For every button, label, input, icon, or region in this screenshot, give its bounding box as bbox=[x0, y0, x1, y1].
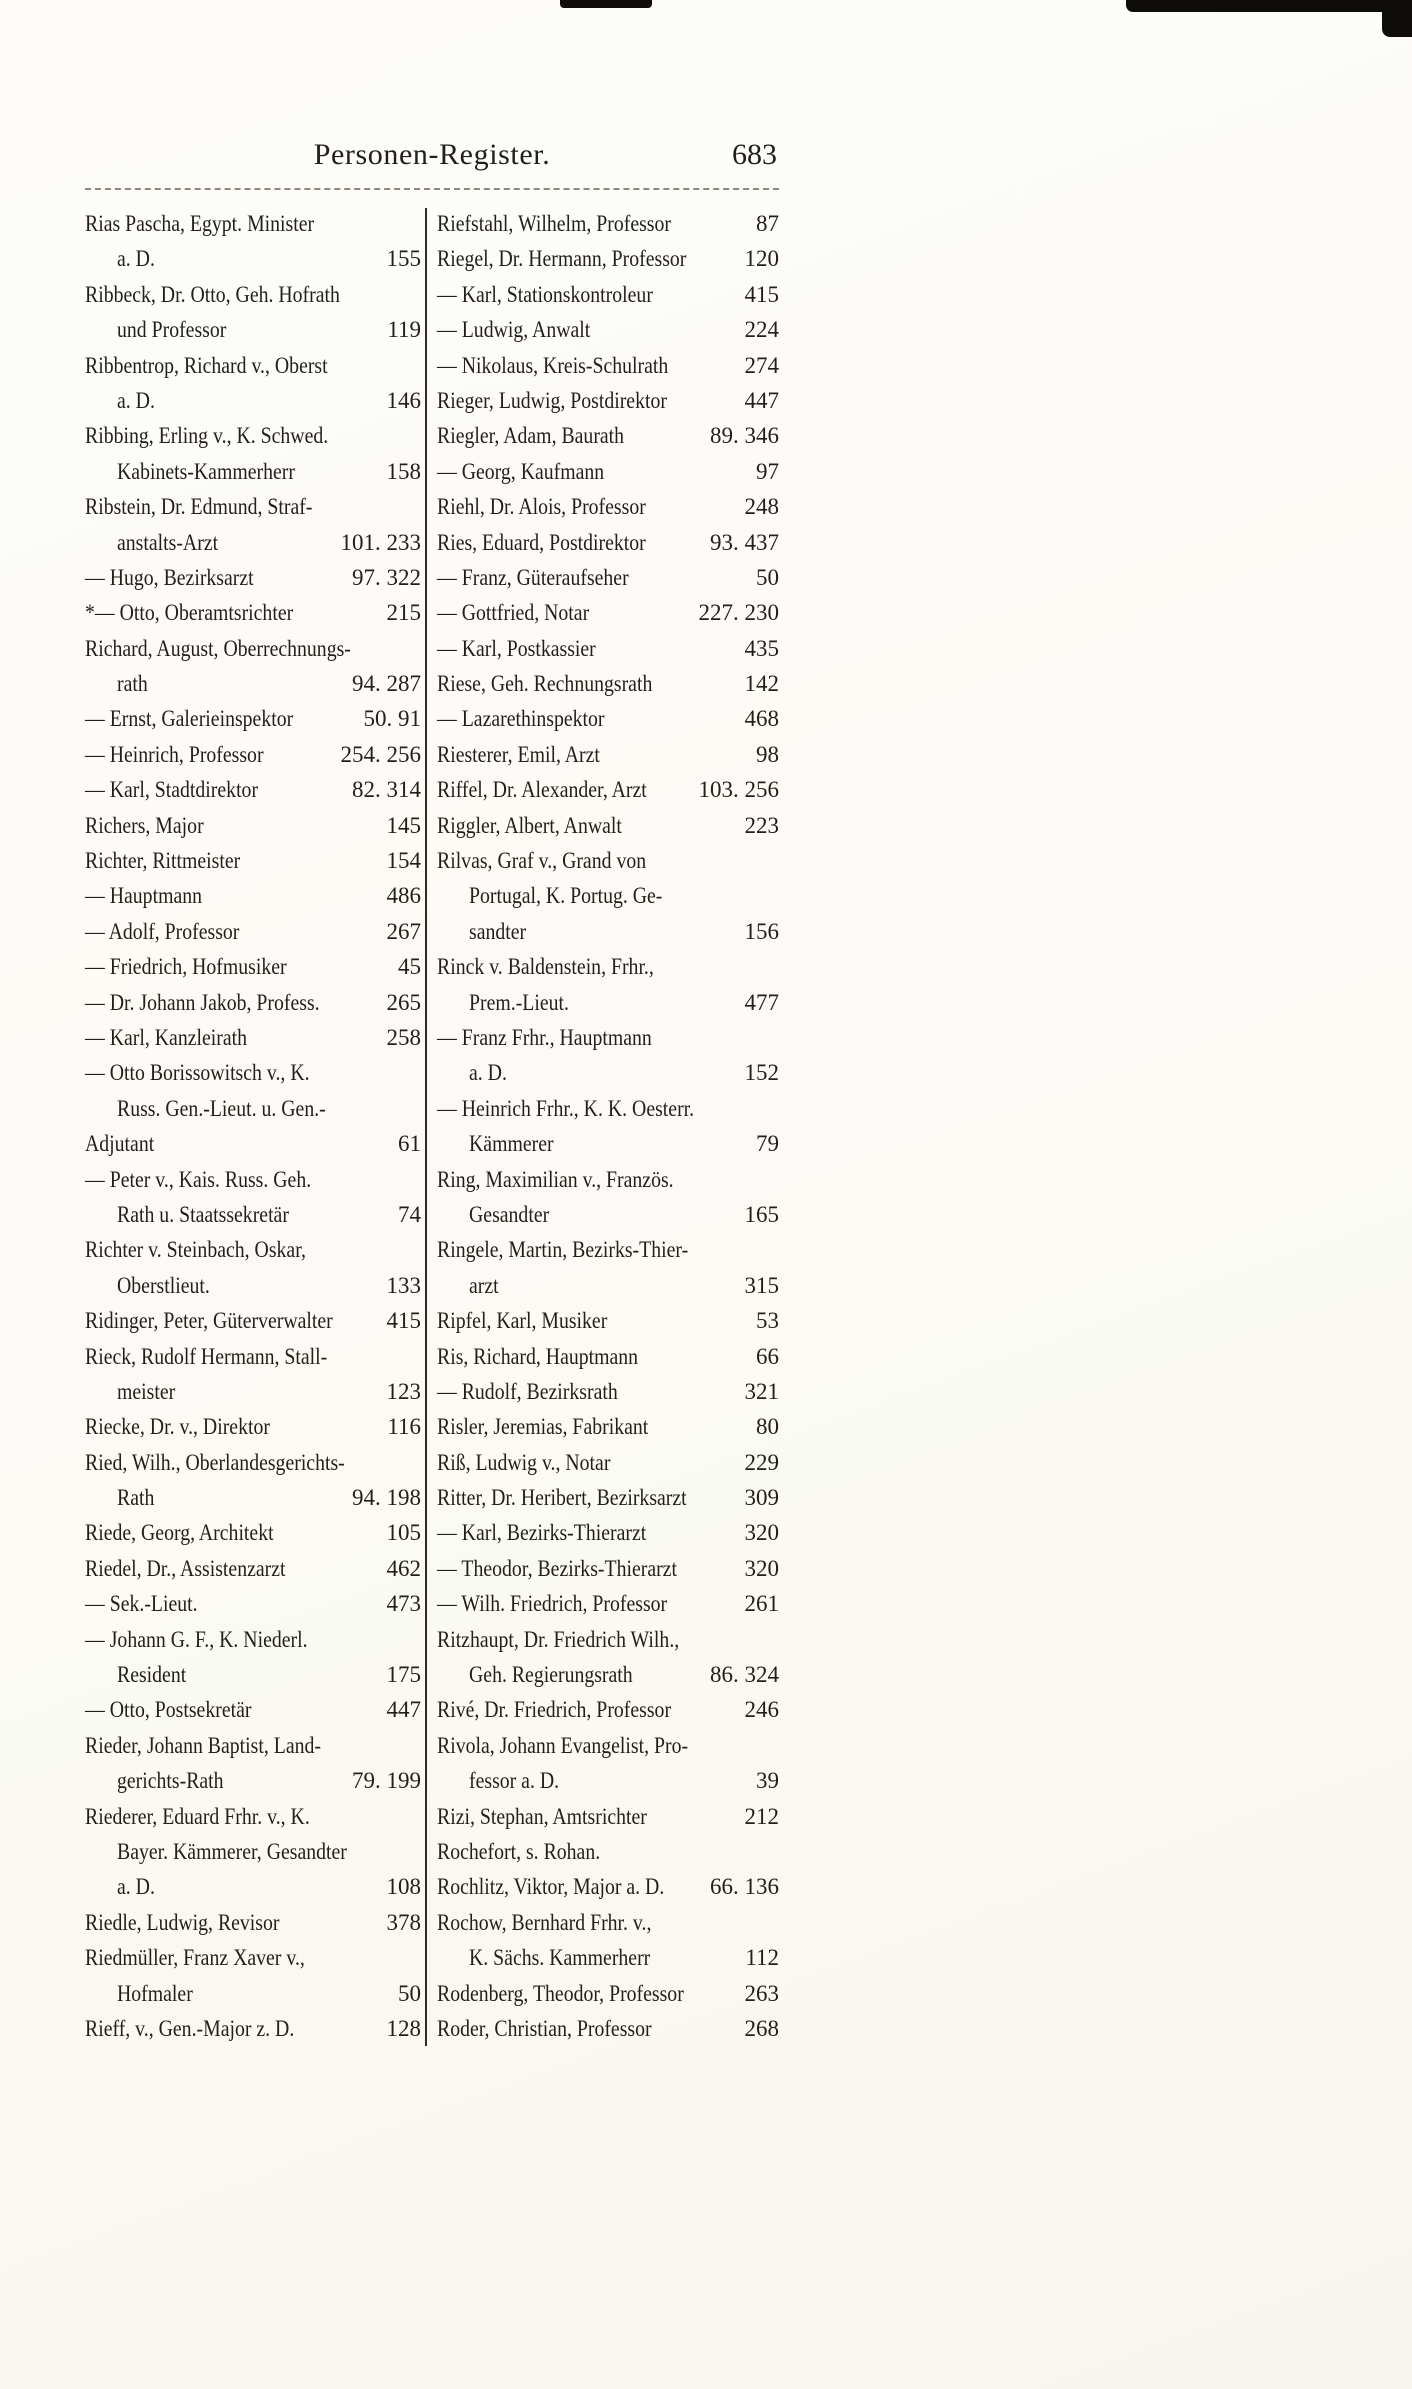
index-entry-line bbox=[437, 1445, 779, 1480]
index-entry-line bbox=[85, 1339, 421, 1374]
index-entry-line bbox=[437, 1657, 779, 1692]
entry-text: — Sek.-Lieut. bbox=[85, 1591, 198, 1617]
entry-text: Richers, Major bbox=[85, 812, 204, 838]
index-entry-line bbox=[85, 1055, 421, 1090]
entry-page-ref: 97. 322 bbox=[352, 564, 421, 590]
index-entry-line bbox=[85, 1162, 421, 1197]
entry-text: Ries, Eduard, Postdirektor bbox=[437, 529, 646, 555]
entry-text: — Johann G. F., K. Niederl. bbox=[85, 1626, 308, 1652]
index-entry-line bbox=[437, 418, 779, 453]
entry-text: Rieck, Rudolf Hermann, Stall- bbox=[85, 1343, 328, 1369]
entry-text: anstalts-Arzt bbox=[117, 529, 219, 555]
entry-page-ref: 378 bbox=[386, 1909, 421, 1935]
entry-page-ref: 473 bbox=[386, 1591, 421, 1617]
entry-text: Rivé, Dr. Friedrich, Professor bbox=[437, 1697, 672, 1723]
entry-text: Resident bbox=[117, 1662, 187, 1688]
entry-text: Riecke, Dr. v., Direktor bbox=[85, 1414, 270, 1440]
index-entry-line bbox=[85, 949, 421, 984]
index-entry-line bbox=[85, 348, 421, 383]
index-entry-line bbox=[85, 1091, 421, 1126]
entry-text: Richter v. Steinbach, Oskar, bbox=[85, 1237, 306, 1263]
index-entry-line bbox=[437, 595, 779, 630]
index-entry-line bbox=[437, 1622, 779, 1657]
entry-page-ref: 101. 233 bbox=[340, 529, 421, 555]
entry-text: — Otto, Postsekretär bbox=[85, 1697, 252, 1723]
entry-text: a. D. bbox=[117, 246, 155, 272]
index-entry-line bbox=[437, 277, 779, 312]
entry-text: Ribbentrop, Richard v., Oberst bbox=[85, 352, 328, 378]
index-entry-line bbox=[437, 1834, 779, 1869]
index-entry-line bbox=[437, 772, 779, 807]
entry-text: a. D. bbox=[469, 1060, 507, 1086]
entry-text: — Lazarethinspektor bbox=[437, 706, 605, 732]
entry-page-ref: 227. 230 bbox=[698, 600, 779, 626]
entry-page-ref: 223 bbox=[744, 812, 779, 838]
index-entry-line bbox=[85, 1268, 421, 1303]
entry-text: Riefstahl, Wilhelm, Professor bbox=[437, 211, 671, 236]
entry-page-ref: 447 bbox=[744, 387, 779, 413]
index-entry-line bbox=[437, 525, 779, 560]
index-column-left bbox=[85, 206, 421, 2046]
index-entry-line bbox=[85, 560, 421, 595]
entry-text: Riggler, Albert, Anwalt bbox=[437, 812, 622, 838]
index-entry-line bbox=[437, 1976, 779, 2011]
entry-page-ref: 254. 256 bbox=[340, 741, 421, 767]
entry-page-ref: 212 bbox=[744, 1803, 779, 1829]
entry-page-ref: 61 bbox=[398, 1131, 421, 1157]
index-entry-line bbox=[437, 1409, 779, 1444]
index-entry-line bbox=[437, 985, 779, 1020]
index-entry-line bbox=[437, 808, 779, 843]
entry-page-ref: 415 bbox=[744, 281, 779, 307]
entry-page-ref: 66. 136 bbox=[710, 1874, 779, 1900]
entry-text: Ribbeck, Dr. Otto, Geh. Hofrath bbox=[85, 281, 340, 307]
entry-text: Riegel, Dr. Hermann, Professor bbox=[437, 246, 687, 272]
entry-page-ref: 267 bbox=[386, 918, 421, 944]
index-entry-line bbox=[85, 1657, 421, 1692]
entry-page-ref: 447 bbox=[386, 1697, 421, 1723]
page-title: Personen-Register. bbox=[313, 138, 551, 171]
entry-page-ref: 415 bbox=[386, 1308, 421, 1334]
entry-page-ref: 66 bbox=[756, 1343, 779, 1369]
index-entry-line bbox=[437, 949, 779, 984]
entry-text: Rath u. Staatssekretär bbox=[117, 1201, 289, 1227]
entry-text: Russ. Gen.-Lieut. u. Gen.- bbox=[117, 1095, 326, 1121]
index-entry-line bbox=[85, 631, 421, 666]
entry-text: Riehl, Dr. Alois, Professor bbox=[437, 494, 646, 520]
entry-page-ref: 155 bbox=[386, 246, 421, 272]
page-number: 683 bbox=[732, 138, 777, 171]
entry-page-ref: 261 bbox=[744, 1591, 779, 1617]
entry-text: — Hugo, Bezirksarzt bbox=[85, 564, 254, 590]
entry-page-ref: 105 bbox=[386, 1520, 421, 1546]
entry-page-ref: 103. 256 bbox=[698, 777, 779, 803]
entry-text: *— Otto, Oberamtsrichter bbox=[85, 600, 294, 626]
entry-text: Adjutant bbox=[85, 1131, 155, 1157]
entry-page-ref: 158 bbox=[386, 458, 421, 484]
index-entry-line bbox=[437, 1940, 779, 1975]
entry-text: — Heinrich Frhr., K. K. Oesterr. bbox=[437, 1095, 695, 1121]
index-entry-line bbox=[437, 1374, 779, 1409]
index-entry-line bbox=[85, 985, 421, 1020]
index-entry-line bbox=[437, 312, 779, 347]
index-entry-line bbox=[85, 1799, 421, 1834]
entry-text: Ribbing, Erling v., K. Schwed. bbox=[85, 423, 329, 449]
scan-artifact bbox=[1382, 0, 1412, 37]
entry-text: Riese, Geh. Rechnungsrath bbox=[437, 671, 653, 697]
entry-page-ref: 119 bbox=[387, 317, 421, 343]
index-entry-line bbox=[85, 1692, 421, 1727]
entry-text: Riedle, Ludwig, Revisor bbox=[85, 1909, 280, 1935]
index-entry-line bbox=[437, 1232, 779, 1267]
entry-page-ref: 80 bbox=[756, 1414, 779, 1440]
column-divider bbox=[425, 208, 427, 2046]
entry-page-ref: 156 bbox=[744, 918, 779, 944]
index-entry-line bbox=[437, 1905, 779, 1940]
entry-page-ref: 165 bbox=[744, 1201, 779, 1227]
index-entry-line bbox=[85, 1409, 421, 1444]
index-entry-line bbox=[437, 1055, 779, 1090]
entry-text: Kabinets-Kammerherr bbox=[117, 458, 295, 484]
index-entry-line bbox=[85, 383, 421, 418]
entry-page-ref: 263 bbox=[744, 1980, 779, 2006]
entry-text: — Rudolf, Bezirksrath bbox=[437, 1378, 618, 1404]
index-entry-line bbox=[437, 1480, 779, 1515]
entry-text: Rilvas, Graf v., Grand von bbox=[437, 848, 647, 874]
entry-text: Ritter, Dr. Heribert, Bezirksarzt bbox=[437, 1485, 687, 1511]
index-entry-line bbox=[437, 631, 779, 666]
index-entry-line bbox=[437, 348, 779, 383]
entry-page-ref: 123 bbox=[386, 1378, 421, 1404]
index-entry-line bbox=[85, 525, 421, 560]
index-entry-line bbox=[437, 843, 779, 878]
index-entry-line bbox=[85, 312, 421, 347]
entry-text: Riedel, Dr., Assistenzarzt bbox=[85, 1555, 286, 1581]
entry-text: Prem.-Lieut. bbox=[469, 989, 569, 1015]
index-entry-line bbox=[437, 383, 779, 418]
entry-text: — Franz Frhr., Hauptmann bbox=[437, 1024, 652, 1050]
entry-text: und Professor bbox=[117, 317, 227, 343]
index-entry-line bbox=[437, 1197, 779, 1232]
index-entry-line bbox=[437, 1869, 779, 1904]
index-entry-line bbox=[85, 772, 421, 807]
index-entry-line bbox=[85, 489, 421, 524]
entry-text: Ring, Maximilian v., Französ. bbox=[437, 1166, 674, 1192]
entry-text: — Karl, Stationskontroleur bbox=[437, 281, 653, 307]
index-entry-line bbox=[85, 418, 421, 453]
entry-page-ref: 274 bbox=[744, 352, 779, 378]
entry-text: gerichts-Rath bbox=[117, 1768, 224, 1794]
entry-text: Ritzhaupt, Dr. Friedrich Wilh., bbox=[437, 1626, 680, 1652]
entry-page-ref: 321 bbox=[744, 1378, 779, 1404]
index-entry-line bbox=[437, 1728, 779, 1763]
entry-text: — Heinrich, Professor bbox=[85, 741, 264, 767]
entry-text: Rochefort, s. Rohan. bbox=[437, 1838, 601, 1864]
entry-text: Riß, Ludwig v., Notar bbox=[437, 1449, 611, 1475]
index-entry-line bbox=[85, 1232, 421, 1267]
entry-page-ref: 145 bbox=[386, 812, 421, 838]
entry-page-ref: 146 bbox=[386, 387, 421, 413]
index-entry-line bbox=[85, 1834, 421, 1869]
entry-page-ref: 94. 198 bbox=[352, 1485, 421, 1511]
index-entry-line bbox=[85, 737, 421, 772]
entry-page-ref: 74 bbox=[398, 1201, 421, 1227]
index-entry-line bbox=[437, 1303, 779, 1338]
index-entry-line bbox=[437, 1162, 779, 1197]
entry-text: — Otto Borissowitsch v., K. bbox=[85, 1060, 310, 1086]
entry-page-ref: 142 bbox=[744, 671, 779, 697]
entry-text: Riedmüller, Franz Xaver v., bbox=[85, 1945, 305, 1971]
entry-text: — Gottfried, Notar bbox=[437, 600, 590, 626]
entry-text: Riffel, Dr. Alexander, Arzt bbox=[437, 777, 647, 803]
index-entry-line bbox=[85, 241, 421, 276]
scan-artifact bbox=[560, 0, 652, 8]
entry-text: — Karl, Stadtdirektor bbox=[85, 777, 259, 803]
entry-text: Richter, Rittmeister bbox=[85, 848, 241, 874]
entry-text: Riede, Georg, Architekt bbox=[85, 1520, 274, 1546]
index-column-right bbox=[437, 206, 779, 2046]
index-entry-line bbox=[85, 1763, 421, 1798]
entry-page-ref: 462 bbox=[386, 1555, 421, 1581]
index-entry-line bbox=[437, 1268, 779, 1303]
entry-page-ref: 258 bbox=[386, 1024, 421, 1050]
entry-text: — Karl, Bezirks-Thierarzt bbox=[437, 1520, 647, 1546]
entry-text: — Ludwig, Anwalt bbox=[437, 317, 591, 343]
index-entry-line bbox=[85, 1126, 421, 1161]
index-entry-line bbox=[437, 560, 779, 595]
entry-text: Risler, Jeremias, Fabrikant bbox=[437, 1414, 649, 1440]
index-entry-line bbox=[437, 666, 779, 701]
index-entry-line bbox=[437, 1586, 779, 1621]
entry-text: Rizi, Stephan, Amtsrichter bbox=[437, 1803, 647, 1829]
entry-page-ref: 268 bbox=[744, 2015, 779, 2041]
index-entry-line bbox=[437, 1692, 779, 1727]
index-entry-line bbox=[85, 878, 421, 913]
index-entry-line bbox=[85, 666, 421, 701]
entry-text: K. Sächs. Kammerherr bbox=[469, 1945, 651, 1971]
index-entry-line bbox=[85, 1374, 421, 1409]
entry-page-ref: 320 bbox=[744, 1520, 779, 1546]
entry-page-ref: 50 bbox=[398, 1980, 421, 2006]
entry-text: Ribstein, Dr. Edmund, Straf- bbox=[85, 494, 313, 520]
entry-text: Rodenberg, Theodor, Professor bbox=[437, 1980, 684, 2006]
entry-text: Rieder, Johann Baptist, Land- bbox=[85, 1732, 321, 1758]
entry-text: Rieger, Ludwig, Postdirektor bbox=[437, 387, 667, 413]
index-entry-line bbox=[437, 1091, 779, 1126]
index-entry-line bbox=[85, 1020, 421, 1055]
entry-text: Riegler, Adam, Baurath bbox=[437, 423, 625, 449]
index-entry-line bbox=[85, 914, 421, 949]
entry-page-ref: 248 bbox=[744, 494, 779, 520]
entry-page-ref: 229 bbox=[744, 1449, 779, 1475]
entry-text: fessor a. D. bbox=[469, 1768, 560, 1794]
entry-page-ref: 82. 314 bbox=[352, 777, 421, 803]
page-header bbox=[85, 138, 779, 178]
entry-page-ref: 175 bbox=[386, 1662, 421, 1688]
entry-text: Gesandter bbox=[469, 1201, 550, 1227]
entry-text: Kämmerer bbox=[469, 1131, 554, 1157]
index-entry-line bbox=[85, 1728, 421, 1763]
index-entry-line bbox=[437, 2011, 779, 2046]
entry-page-ref: 477 bbox=[744, 989, 779, 1015]
entry-text: a. D. bbox=[117, 1874, 155, 1900]
entry-text: Riesterer, Emil, Arzt bbox=[437, 741, 600, 767]
entry-page-ref: 93. 437 bbox=[710, 529, 779, 555]
index-entry-line bbox=[85, 1940, 421, 1975]
index-entry-line bbox=[437, 737, 779, 772]
index-entry-line bbox=[85, 1976, 421, 2011]
entry-text: — Georg, Kaufmann bbox=[437, 458, 605, 484]
index-entry-line bbox=[437, 1020, 779, 1055]
index-entry-line bbox=[85, 454, 421, 489]
entry-text: Richard, August, Oberrechnungs- bbox=[85, 635, 351, 661]
entry-page-ref: 154 bbox=[386, 848, 421, 874]
entry-text: arzt bbox=[469, 1272, 499, 1298]
entry-page-ref: 224 bbox=[744, 317, 779, 343]
page-content bbox=[85, 138, 779, 2046]
entry-text: — Karl, Kanzleirath bbox=[85, 1024, 248, 1050]
entry-text: Ried, Wilh., Oberlandesgerichts- bbox=[85, 1449, 345, 1475]
entry-text: rath bbox=[117, 671, 148, 697]
entry-page-ref: 97 bbox=[756, 458, 779, 484]
entry-page-ref: 39 bbox=[756, 1768, 779, 1794]
entry-text: a. D. bbox=[117, 387, 155, 413]
entry-text: Bayer. Kämmerer, Gesandter bbox=[117, 1838, 347, 1864]
index-entry-line bbox=[85, 1869, 421, 1904]
index-entry-line bbox=[437, 701, 779, 736]
index-entry-line bbox=[437, 454, 779, 489]
index-entry-line bbox=[85, 1586, 421, 1621]
entry-text: — Karl, Postkassier bbox=[437, 635, 596, 661]
entry-page-ref: 79 bbox=[756, 1131, 779, 1157]
index-entry-line bbox=[85, 808, 421, 843]
entry-text: — Adolf, Professor bbox=[85, 918, 240, 944]
entry-page-ref: 315 bbox=[744, 1272, 779, 1298]
index-entry-line bbox=[85, 1551, 421, 1586]
entry-text: Rath bbox=[117, 1485, 155, 1511]
entry-text: — Peter v., Kais. Russ. Geh. bbox=[85, 1166, 312, 1192]
entry-text: Roder, Christian, Professor bbox=[437, 2015, 652, 2041]
entry-text: Hofmaler bbox=[117, 1980, 193, 2006]
entry-page-ref: 112 bbox=[745, 1945, 779, 1971]
entry-page-ref: 50 bbox=[756, 564, 779, 590]
index-entry-line bbox=[85, 1515, 421, 1550]
index-entry-line bbox=[85, 1445, 421, 1480]
index-entry-line bbox=[437, 914, 779, 949]
entry-page-ref: 87 bbox=[756, 211, 779, 236]
index-entry-line bbox=[437, 206, 779, 241]
entry-text: Rochlitz, Viktor, Major a. D. bbox=[437, 1874, 665, 1900]
entry-text: Rias Pascha, Egypt. Minister bbox=[85, 211, 315, 236]
entry-page-ref: 50. 91 bbox=[363, 706, 421, 732]
entry-page-ref: 435 bbox=[744, 635, 779, 661]
index-entry-line bbox=[437, 1799, 779, 1834]
index-entry-line bbox=[85, 2011, 421, 2046]
index-entry-line bbox=[85, 1480, 421, 1515]
index-entry-line bbox=[85, 1905, 421, 1940]
entry-text: Ripfel, Karl, Musiker bbox=[437, 1308, 608, 1334]
entry-text: Ridinger, Peter, Güterverwalter bbox=[85, 1308, 333, 1334]
entry-page-ref: 45 bbox=[398, 954, 421, 980]
scan-artifact bbox=[1126, 0, 1412, 12]
index-entry-line bbox=[437, 1126, 779, 1161]
entry-text: meister bbox=[117, 1378, 176, 1404]
entry-text: sandter bbox=[469, 918, 527, 944]
entry-page-ref: 265 bbox=[386, 989, 421, 1015]
entry-text: Rivola, Johann Evangelist, Pro- bbox=[437, 1732, 689, 1758]
entry-page-ref: 53 bbox=[756, 1308, 779, 1334]
index-entry-line bbox=[437, 878, 779, 913]
entry-text: — Ernst, Galerieinspektor bbox=[85, 706, 294, 732]
entry-page-ref: 215 bbox=[386, 600, 421, 626]
index-entry-line bbox=[85, 1197, 421, 1232]
entry-text: Rinck v. Baldenstein, Frhr., bbox=[437, 954, 654, 980]
index-entry-line bbox=[437, 1339, 779, 1374]
index-entry-line bbox=[437, 241, 779, 276]
index-entry-line bbox=[85, 701, 421, 736]
entry-page-ref: 98 bbox=[756, 741, 779, 767]
entry-text: Geh. Regierungsrath bbox=[469, 1662, 633, 1688]
index-entry-line bbox=[85, 843, 421, 878]
header-rule bbox=[85, 188, 779, 190]
index-entry-line bbox=[437, 1551, 779, 1586]
entry-page-ref: 128 bbox=[386, 2015, 421, 2041]
entry-page-ref: 79. 199 bbox=[352, 1768, 421, 1794]
entry-page-ref: 468 bbox=[744, 706, 779, 732]
entry-page-ref: 116 bbox=[387, 1414, 421, 1440]
index-entry-line bbox=[85, 595, 421, 630]
entry-page-ref: 486 bbox=[386, 883, 421, 909]
entry-page-ref: 86. 324 bbox=[710, 1662, 779, 1688]
entry-text: — Wilh. Friedrich, Professor bbox=[437, 1591, 668, 1617]
entry-page-ref: 94. 287 bbox=[352, 671, 421, 697]
entry-text: Ris, Richard, Hauptmann bbox=[437, 1343, 639, 1369]
entry-text: — Friedrich, Hofmusiker bbox=[85, 954, 287, 980]
index-entry-line bbox=[85, 1622, 421, 1657]
entry-text: — Franz, Güteraufseher bbox=[437, 564, 629, 590]
index-entry-line bbox=[437, 1763, 779, 1798]
index-entry-line bbox=[437, 489, 779, 524]
entry-text: Oberstlieut. bbox=[117, 1272, 210, 1298]
index-entry-line bbox=[85, 1303, 421, 1338]
entry-page-ref: 133 bbox=[386, 1272, 421, 1298]
entry-text: — Nikolaus, Kreis-Schulrath bbox=[437, 352, 669, 378]
entry-page-ref: 89. 346 bbox=[710, 423, 779, 449]
entry-text: — Dr. Johann Jakob, Profess. bbox=[85, 989, 320, 1015]
entry-text: Portugal, K. Portug. Ge- bbox=[469, 883, 663, 909]
index-entry-line bbox=[437, 1515, 779, 1550]
index-columns bbox=[85, 206, 779, 2046]
entry-page-ref: 152 bbox=[744, 1060, 779, 1086]
entry-page-ref: 108 bbox=[386, 1874, 421, 1900]
entry-page-ref: 246 bbox=[744, 1697, 779, 1723]
entry-page-ref: 320 bbox=[744, 1555, 779, 1581]
entry-text: — Hauptmann bbox=[85, 883, 203, 909]
entry-text: — Theodor, Bezirks-Thierarzt bbox=[437, 1555, 677, 1581]
entry-page-ref: 120 bbox=[744, 246, 779, 272]
entry-page-ref: 309 bbox=[744, 1485, 779, 1511]
entry-text: Ringele, Martin, Bezirks-Thier- bbox=[437, 1237, 689, 1263]
entry-text: Rochow, Bernhard Frhr. v., bbox=[437, 1909, 652, 1935]
entry-text: Rieff, v., Gen.-Major z. D. bbox=[85, 2015, 295, 2041]
index-entry-line bbox=[85, 277, 421, 312]
index-entry-line bbox=[85, 206, 421, 241]
entry-text: Riederer, Eduard Frhr. v., K. bbox=[85, 1803, 310, 1829]
